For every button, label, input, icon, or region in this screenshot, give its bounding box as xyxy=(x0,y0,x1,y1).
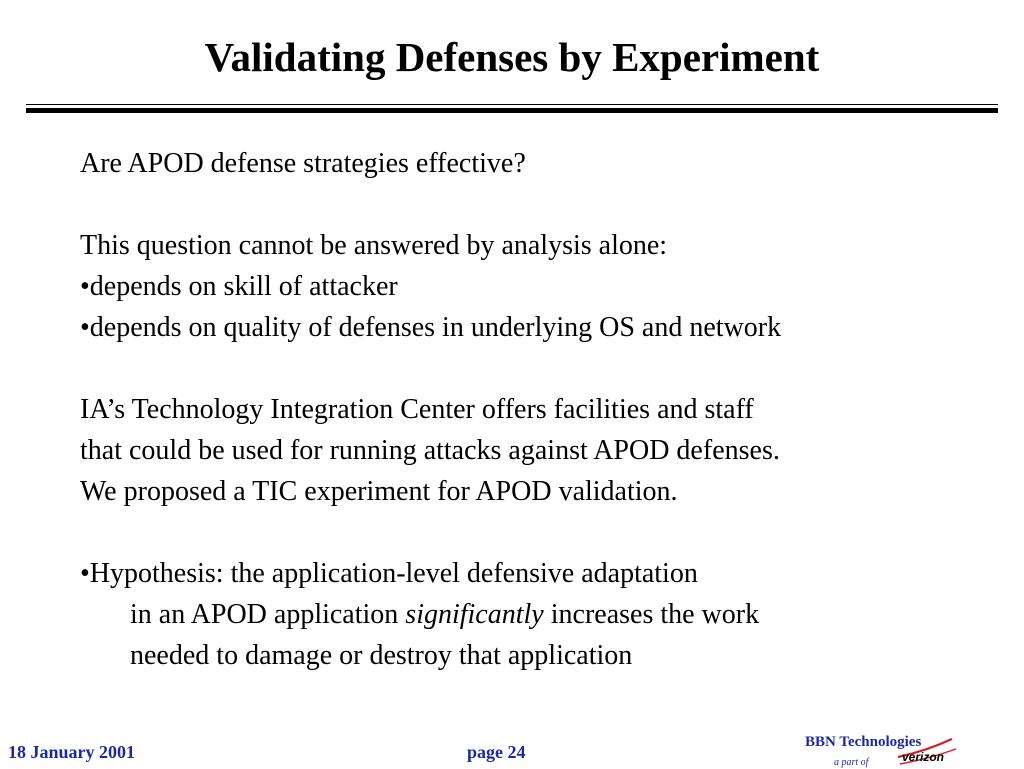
spacer xyxy=(80,184,980,225)
title-divider-thin xyxy=(26,104,998,105)
verizon-logo-icon xyxy=(896,735,960,768)
hypothesis-text-before: in an APOD application xyxy=(130,599,406,630)
question-line: Are APOD defense strategies effective? xyxy=(80,148,526,179)
hypothesis-line-1: •Hypothesis: the application-level defensive adaptation xyxy=(80,558,698,589)
hypothesis-line-2 xyxy=(80,594,980,635)
title-divider-thick xyxy=(26,108,998,113)
company-name: BBN Technologies xyxy=(805,734,922,750)
spacer xyxy=(80,348,980,389)
bullet-attacker-skill: •depends on skill of attacker xyxy=(80,271,398,302)
spacer xyxy=(80,512,980,553)
hypothesis-line-3: needed to damage or destroy that application xyxy=(130,640,633,671)
bullet-defense-quality: •depends on quality of defenses in underlying OS and network xyxy=(80,312,782,343)
svg-text:verizon: verizon xyxy=(902,750,945,764)
part-of-label: a part of xyxy=(834,757,869,768)
hypothesis-text-after: increases the work xyxy=(543,599,760,630)
footer-date: 18 January 2001 xyxy=(8,742,136,762)
tic-line-3: We proposed a TIC experiment for APOD validation. xyxy=(80,476,678,507)
analysis-line: This question cannot be answered by analysis alone: xyxy=(80,230,668,261)
slide-body xyxy=(80,143,980,676)
tic-line-1: IA’s Technology Integration Center offers facilities and staff xyxy=(80,394,754,425)
slide-title: Validating Defenses by Experiment xyxy=(204,34,820,80)
company-logo xyxy=(800,730,970,768)
footer-page-number: page 24 xyxy=(467,742,526,762)
tic-line-2: that could be used for running attacks against APOD defenses. xyxy=(80,435,780,466)
hypothesis-emphasis: significantly xyxy=(405,599,544,630)
